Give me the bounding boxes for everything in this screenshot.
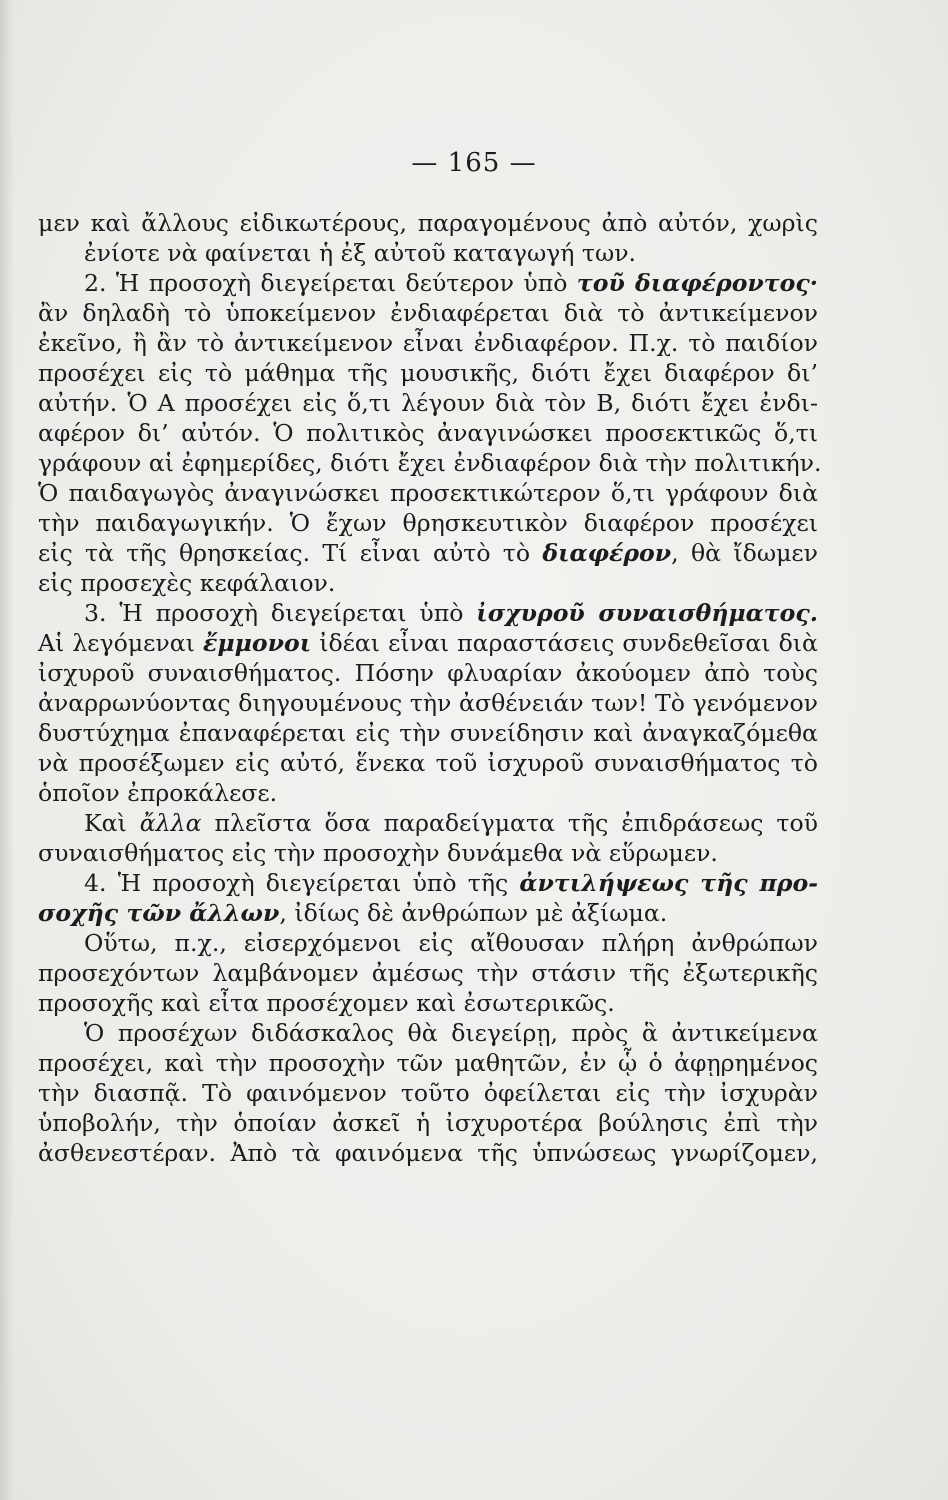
text-line xyxy=(38,598,818,628)
text-line xyxy=(38,628,818,658)
line-text: 3. Ἡ προσοχὴ διεγείρεται ὑπὸ xyxy=(84,599,477,627)
line-text: τὴν διασπᾷ. Τὸ φαινόμενον τοῦτο ὀφείλεται εἰς τὴν ἰσχυρὰν xyxy=(38,1079,818,1107)
line-text: αὐτήν. Ὁ Α προσέχει εἰς ὅ,τι λέγουν διὰ τὸν Β, διότι ἔχει ἐνδι- xyxy=(38,389,818,417)
line-text: Ὁ παιδαγωγὸς ἀναγινώσκει προσεκτικώτερον ὅ,τι γράφουν διὰ xyxy=(38,479,818,507)
line-text: ἀσθενεστέραν. Ἀπὸ τὰ φαινόμενα τῆς ὑπνώσεως γνωρίζομεν, xyxy=(38,1139,818,1167)
text-line xyxy=(38,268,818,298)
line-text: τὴν παιδαγωγικήν. Ὁ ἔχων θρησκευτικὸν διαφέρον προσέχει xyxy=(38,509,818,537)
text-line xyxy=(38,388,818,418)
text-line xyxy=(38,718,818,748)
text-line xyxy=(38,1108,818,1138)
line-text: αφέρον δι’ αὐτόν. Ὁ πολιτικὸς ἀναγινώσκει προσεκτικῶς ὅ,τι xyxy=(38,419,818,447)
text-line xyxy=(38,748,818,778)
text-line xyxy=(38,928,818,958)
text-line xyxy=(38,538,818,568)
text-line xyxy=(38,448,822,478)
line-text: εἰς τὰ τῆς θρησκείας. Τί εἶναι αὐτὸ τὸ xyxy=(38,539,543,567)
line-text: δυστύχημα ἐπαναφέρεται εἰς τὴν συνείδησιν καὶ ἀναγκαζόμεθα xyxy=(38,719,818,747)
text-line xyxy=(38,958,818,988)
line-text: ὑποβολήν, τὴν ὁποίαν ἀσκεῖ ἡ ἰσχυροτέρα βούλησις ἐπὶ τὴν xyxy=(38,1109,818,1137)
text-line xyxy=(38,658,818,688)
emphasis-text: ἄλλα xyxy=(139,809,202,837)
line-text: συναισθήματος εἰς τὴν προσοχὴν δυνάμεθα νὰ εὕρωμεν. xyxy=(38,839,718,867)
line-text: πλεῖστα ὅσα παραδείγματα τῆς ἐπιδράσεως τοῦ xyxy=(201,809,819,837)
line-text: ἐκεῖνο, ἢ ἂν τὸ ἀντικείμενον εἶναι ἐνδιαφέρον. Π.χ. τὸ παιδίον xyxy=(38,329,818,357)
line-text: προσεχόντων λαμβάνομεν ἀμέσως τὴν στάσιν τῆς ἐξωτερικῆς xyxy=(38,959,818,987)
emphasis-text: διαφέρον xyxy=(542,539,672,567)
text-line xyxy=(38,898,818,928)
line-text: νὰ προσέξωμεν εἰς αὐτό, ἕνεκα τοῦ ἰσχυροῦ συναισθήματος τὸ xyxy=(38,749,818,777)
line-text: ἂν δηλαδὴ τὸ ὑποκείμενον ἐνδιαφέρεται διὰ τὸ ἀντικείμενον xyxy=(38,299,818,327)
text-line xyxy=(38,868,818,898)
page-number: — 165 — xyxy=(411,148,537,178)
text-line xyxy=(38,1048,818,1078)
line-text: ἰδέαι εἶναι παραστάσεις συνδεθεῖσαι διὰ xyxy=(311,629,818,657)
text-line xyxy=(38,328,818,358)
line-text: προσέχει, καὶ τὴν προσοχὴν τῶν μαθητῶν, ἐν ᾧ ὁ ἀφῃρημένος xyxy=(38,1049,818,1077)
text-line xyxy=(38,838,818,868)
line-text: Ὁ προσέχων διδάσκαλος θὰ διεγείρῃ, πρὸς ἃ ἀντικείμενα xyxy=(84,1019,818,1047)
line-text: , ἰδίως δὲ ἀνθρώπων μὲ ἀξίωμα. xyxy=(279,899,668,927)
text-line xyxy=(38,298,818,328)
text-line xyxy=(38,1078,818,1108)
line-text: Οὕτω, π.χ., εἰσερχόμενοι εἰς αἴθουσαν πλήρη ἀνθρώπων xyxy=(84,929,818,957)
line-text: 4. Ἡ προσοχὴ διεγείρεται ὑπὸ τῆς xyxy=(84,869,520,897)
line-text: εἰς προσεχὲς κεφάλαιον. xyxy=(38,569,336,597)
text-line xyxy=(38,568,818,598)
line-text: ἀναρρωνύοντας διηγουμένους τὴν ἀσθένειάν των! Τὸ γενόμενον xyxy=(38,689,818,717)
emphasis-text: τοῦ διαφέροντος· xyxy=(576,269,818,297)
line-text: Καὶ xyxy=(84,809,140,837)
text-line xyxy=(38,1018,818,1048)
text-line xyxy=(38,358,818,388)
line-text: προσοχῆς καὶ εἶτα προσέχομεν καὶ ἐσωτερικῶς. xyxy=(38,989,615,1017)
text-line xyxy=(38,778,818,808)
emphasis-text: ἰσχυροῦ συναισθήματος. xyxy=(476,599,819,627)
text-line xyxy=(38,808,818,838)
text-line xyxy=(38,508,818,538)
line-text: ὁποῖον ἐπροκάλεσε. xyxy=(38,779,278,807)
line-text: 2. Ἡ προσοχὴ διεγείρεται δεύτερον ὑπὸ xyxy=(84,269,577,297)
emphasis-text: σοχῆς τῶν ἄλλων xyxy=(38,899,280,927)
line-text: Αἱ λεγόμεναι xyxy=(38,629,203,657)
text-line xyxy=(38,208,818,238)
text-line xyxy=(38,1138,818,1168)
line-text: ἰσχυροῦ συναισθήματος. Πόσην φλυαρίαν ἀκούομεν ἀπὸ τοὺς xyxy=(38,659,818,687)
line-text: προσέχει εἰς τὸ μάθημα τῆς μουσικῆς, διότι ἔχει διαφέρον δι’ xyxy=(38,359,818,387)
emphasis-text: ἔμμονοι xyxy=(202,629,312,657)
emphasis-text: ἀντιλήψεως τῆς προ- xyxy=(519,869,818,897)
body-text xyxy=(38,208,822,1168)
line-text: ἐνίοτε νὰ φαίνεται ἡ ἐξ αὐτοῦ καταγωγή των. xyxy=(84,239,637,267)
line-text: , θὰ ἴδωμεν xyxy=(671,539,818,567)
line-text: γράφουν αἱ ἐφημερίδες, διότι ἔχει ἐνδιαφέρον διὰ τὴν πολιτικήν. xyxy=(38,449,822,477)
binding-shadow xyxy=(0,0,14,1500)
line-text: μεν καὶ ἄλλους εἰδικωτέρους, παραγομένους ἀπὸ αὐτόν, χωρὶς xyxy=(38,209,818,237)
text-line xyxy=(38,478,818,508)
text-line xyxy=(38,988,818,1018)
text-line xyxy=(38,418,818,448)
text-line xyxy=(38,688,818,718)
text-line xyxy=(38,238,818,268)
